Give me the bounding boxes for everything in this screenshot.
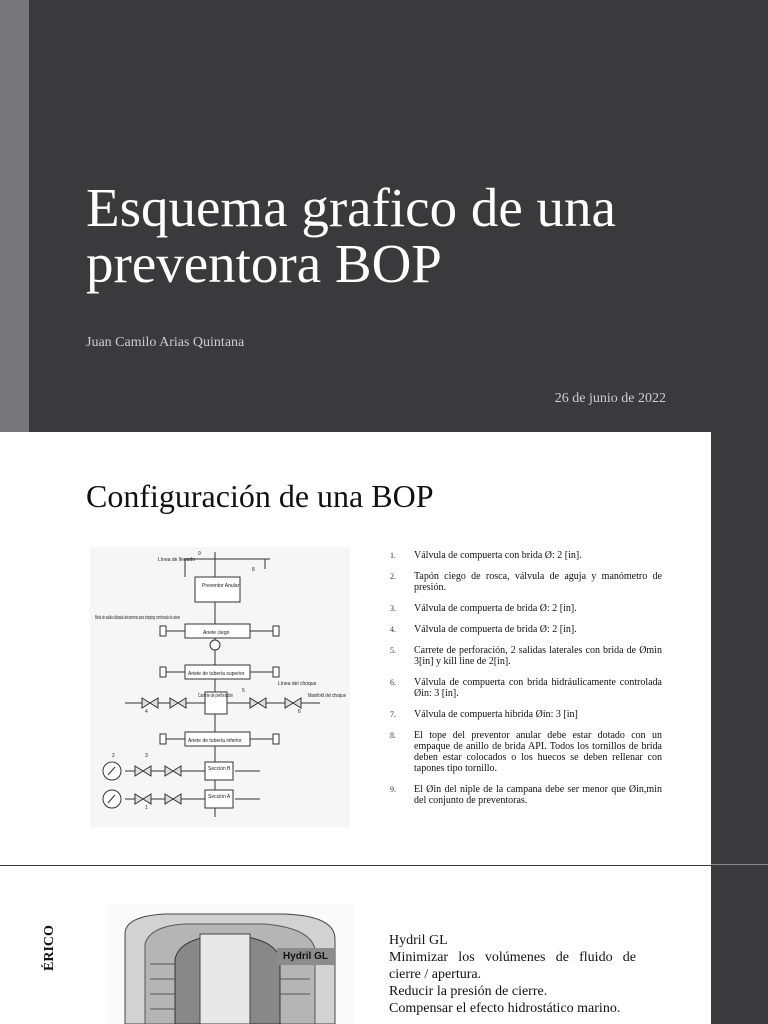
text-line: Hydril GL — [389, 933, 448, 948]
list-item — [390, 550, 662, 561]
label-num-3: 3 — [145, 753, 148, 759]
list-item-text: Válvula de compuerta de brida Ø: 2 [in]. — [414, 624, 577, 635]
list-item-number: 3. — [390, 604, 396, 613]
slide-accent-band — [0, 0, 29, 432]
list-item — [390, 677, 662, 699]
list-item-text: Tapón ciego de rosca, válvula de aguja y manómetro de presión. — [414, 571, 662, 593]
label-linea-choque: Línea del choque — [278, 681, 317, 687]
vertical-label: ÉRICO — [42, 925, 57, 971]
list-item-text: El tope del preventor anular debe estar dotado con un empaque de anillo de brida API. Todos los tornillos de brida deben estar colocados o los huecos se deben rellenar con tapones tipo tornillo. — [414, 730, 662, 774]
list-item-number: 2. — [390, 572, 396, 581]
list-item-number: 8. — [390, 731, 396, 740]
text-line: Minimizar los volúmenes de fluido de cierre / apertura. — [389, 950, 636, 982]
slide-date: 26 de junio de 2022 — [554, 391, 666, 406]
bop-items-list — [390, 550, 662, 816]
list-item — [390, 709, 662, 720]
title-slide — [0, 0, 768, 432]
list-item-number: 6. — [390, 678, 396, 687]
list-item-text: Válvula de compuerta con brida Ø: 2 [in]. — [414, 550, 582, 561]
label-num-4: 4 — [145, 709, 148, 715]
list-item-number: 5. — [390, 646, 396, 655]
list-item-number: 9. — [390, 785, 396, 794]
list-item-text: Válvula de compuerta con brida hidráulicamente controlada Øin: 3 [in]. — [414, 677, 662, 699]
divider-line — [711, 864, 768, 865]
label-num-9: 9 — [198, 551, 201, 557]
list-item-text: Válvula de compuerta de brida Ø: 2 [in]. — [414, 603, 577, 614]
list-item — [390, 645, 662, 667]
slide-title: Esquema grafico de una preventora BOP — [86, 177, 616, 294]
label-num-6: 6 — [298, 709, 301, 715]
label-ariete-inferior: Ariete de tubería inferior — [188, 738, 242, 744]
text-line: Reducir la presión de cierre. — [389, 984, 548, 999]
list-item — [390, 730, 662, 774]
slide-heading: Configuración de una BOP — [86, 478, 434, 514]
list-item-text: El Øin del niple de la campana debe ser menor que Øin,min del conjunto de preventoras. — [414, 784, 662, 806]
list-item-text: Válvula de compuerta hibrida Øin: 3 [in] — [414, 709, 578, 720]
list-item — [390, 624, 662, 635]
label-brida-salida: Brida de salida utilizada únicamente para stripping combinado de ariete — [95, 615, 181, 621]
label-ariete-ciego: Ariete ciego — [203, 630, 230, 636]
label-carrete-perforacion: Carrete de perforación — [198, 693, 234, 699]
label-ariete-superior: Ariete de tubería superior — [188, 671, 245, 677]
list-item-text: Carrete de perforación, 2 salidas laterales con brida de Ømin 3[in] y kill line de 2[in]. — [414, 645, 662, 667]
hydril-description — [389, 932, 636, 1017]
list-item — [390, 571, 662, 593]
label-preventor-anular: Preventor Anular — [202, 583, 240, 589]
label-num-5: 5 — [242, 688, 245, 694]
list-item-number: 1. — [390, 551, 396, 560]
label-manifold-choque: Manifold del choque — [308, 693, 347, 699]
bop-schematic-diagram — [90, 547, 350, 827]
label-seccion-b: Sección B — [208, 766, 231, 772]
label-linea-llenado: Línea de llenado — [158, 557, 195, 563]
list-item — [390, 784, 662, 806]
image-label: Hydril GL — [277, 948, 334, 965]
list-item-number: 7. — [390, 710, 396, 719]
slide-author: Juan Camilo Arias Quintana — [86, 335, 245, 350]
text-line: Compensar el efecto hidrostático marino. — [389, 1001, 621, 1016]
configuration-slide — [0, 432, 711, 865]
label-num-2: 2 — [112, 753, 115, 759]
label-num-1: 1 — [145, 805, 148, 811]
hydril-slide — [0, 866, 711, 1024]
slide-gap-strip — [711, 432, 768, 1024]
list-item-number: 4. — [390, 625, 396, 634]
label-num-8: 8 — [252, 567, 255, 573]
label-seccion-a: Sección A — [208, 794, 231, 800]
list-item — [390, 603, 662, 614]
